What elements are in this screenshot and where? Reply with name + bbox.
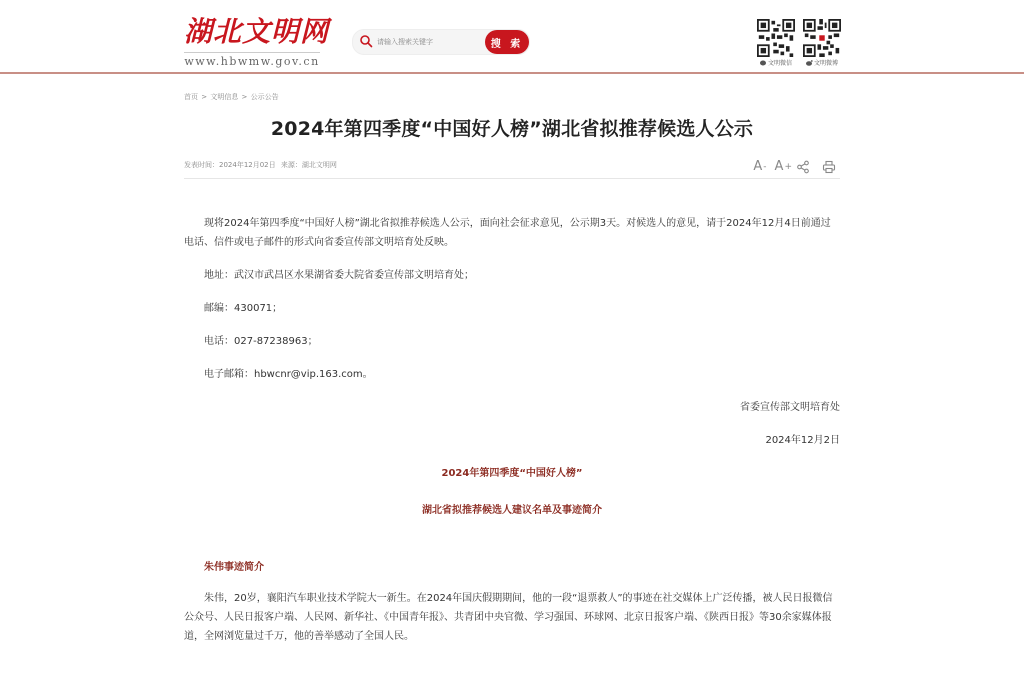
- breadcrumb-section[interactable]: 文明信息: [210, 93, 239, 101]
- article-tools: [753, 158, 836, 176]
- contact-address: 地址：武汉市武昌区水果湖省委大院省委宣传部文明培育处；: [204, 270, 474, 281]
- breadcrumb-separator: >: [239, 93, 250, 101]
- site-header: [0, 0, 1024, 74]
- person-paragraph: 朱伟，20岁，襄阳汽车职业技术学院大一新生。在2024年国庆假期期间，他的一段“退票救人”的事迹在社交媒体上广泛传播，被人民日报微信公众号、人民日报客户端、人民网、新华社、《中国青年报》、共青团中央官微、学习强国、环球网、北京日报客户端、《陕西日报》等30余家媒体报道，全网浏览量过千万，他的善举感动了全国人民。: [184, 593, 833, 642]
- article-source: 来源：湖北文明网: [280, 161, 337, 169]
- search-button[interactable]: 搜 索: [485, 30, 529, 54]
- signature-date: 2024年12月2日: [765, 435, 840, 446]
- font-decrease-button[interactable]: A -: [753, 159, 767, 174]
- logo-url: www.hbwmw.gov.cn: [184, 52, 320, 68]
- list-subtitle: 湖北省拟推荐候选人建议名单及事迹简介: [422, 505, 602, 516]
- breadcrumb-home[interactable]: 首页: [184, 93, 198, 101]
- qr-weibo[interactable]: [800, 19, 844, 67]
- article-container: [184, 92, 840, 642]
- qr-code-weibo: [803, 19, 841, 57]
- search-icon: [359, 34, 373, 48]
- qr-weibo-label: 文明微博: [813, 60, 838, 67]
- contact-postcode: 邮编：430071；: [204, 303, 283, 314]
- font-increase-button[interactable]: A +: [774, 159, 792, 174]
- weibo-icon: [806, 60, 813, 66]
- breadcrumb: [184, 92, 840, 102]
- print-icon: [822, 160, 836, 174]
- contact-phone: 电话：027-87238963；: [204, 336, 318, 347]
- qr-wechat-label: 文明微信: [767, 60, 792, 67]
- search-box: [352, 29, 530, 55]
- article-meta: [184, 160, 340, 170]
- article-meta-row: [184, 158, 840, 179]
- wechat-icon: [760, 60, 767, 66]
- search-input[interactable]: [377, 33, 477, 51]
- site-logo[interactable]: [184, 15, 330, 68]
- publish-time: 发表时间：2024年12月02日: [184, 161, 276, 169]
- list-title: 2024年第四季度“中国好人榜”: [441, 468, 583, 479]
- person-heading: 朱伟事迹简介: [204, 562, 264, 573]
- share-icon: [796, 160, 810, 174]
- breadcrumb-separator: >: [199, 93, 210, 101]
- logo-title: 湖北文明网: [184, 15, 330, 48]
- share-button[interactable]: [796, 160, 810, 174]
- contact-email: 电子邮箱：hbwcnr@vip.163.com。: [204, 369, 373, 380]
- qr-code-wechat: [757, 19, 795, 57]
- article-body: [184, 214, 840, 660]
- signature: 省委宣传部文明培育处: [740, 402, 840, 413]
- print-button[interactable]: [822, 160, 836, 174]
- intro-paragraph: 现将2024年第四季度“中国好人榜”湖北省拟推荐候选人公示，面向社会征求意见，公示期3天。对候选人的意见，请于2024年12月4日前通过电话、信件或电子邮件的形式向省委宣传部文明培育处反映。: [184, 218, 831, 248]
- breadcrumb-current[interactable]: 公示公告: [250, 93, 279, 101]
- qr-wechat[interactable]: [754, 19, 798, 67]
- page-title: 2024年第四季度“中国好人榜”湖北省拟推荐候选人公示: [270, 118, 754, 140]
